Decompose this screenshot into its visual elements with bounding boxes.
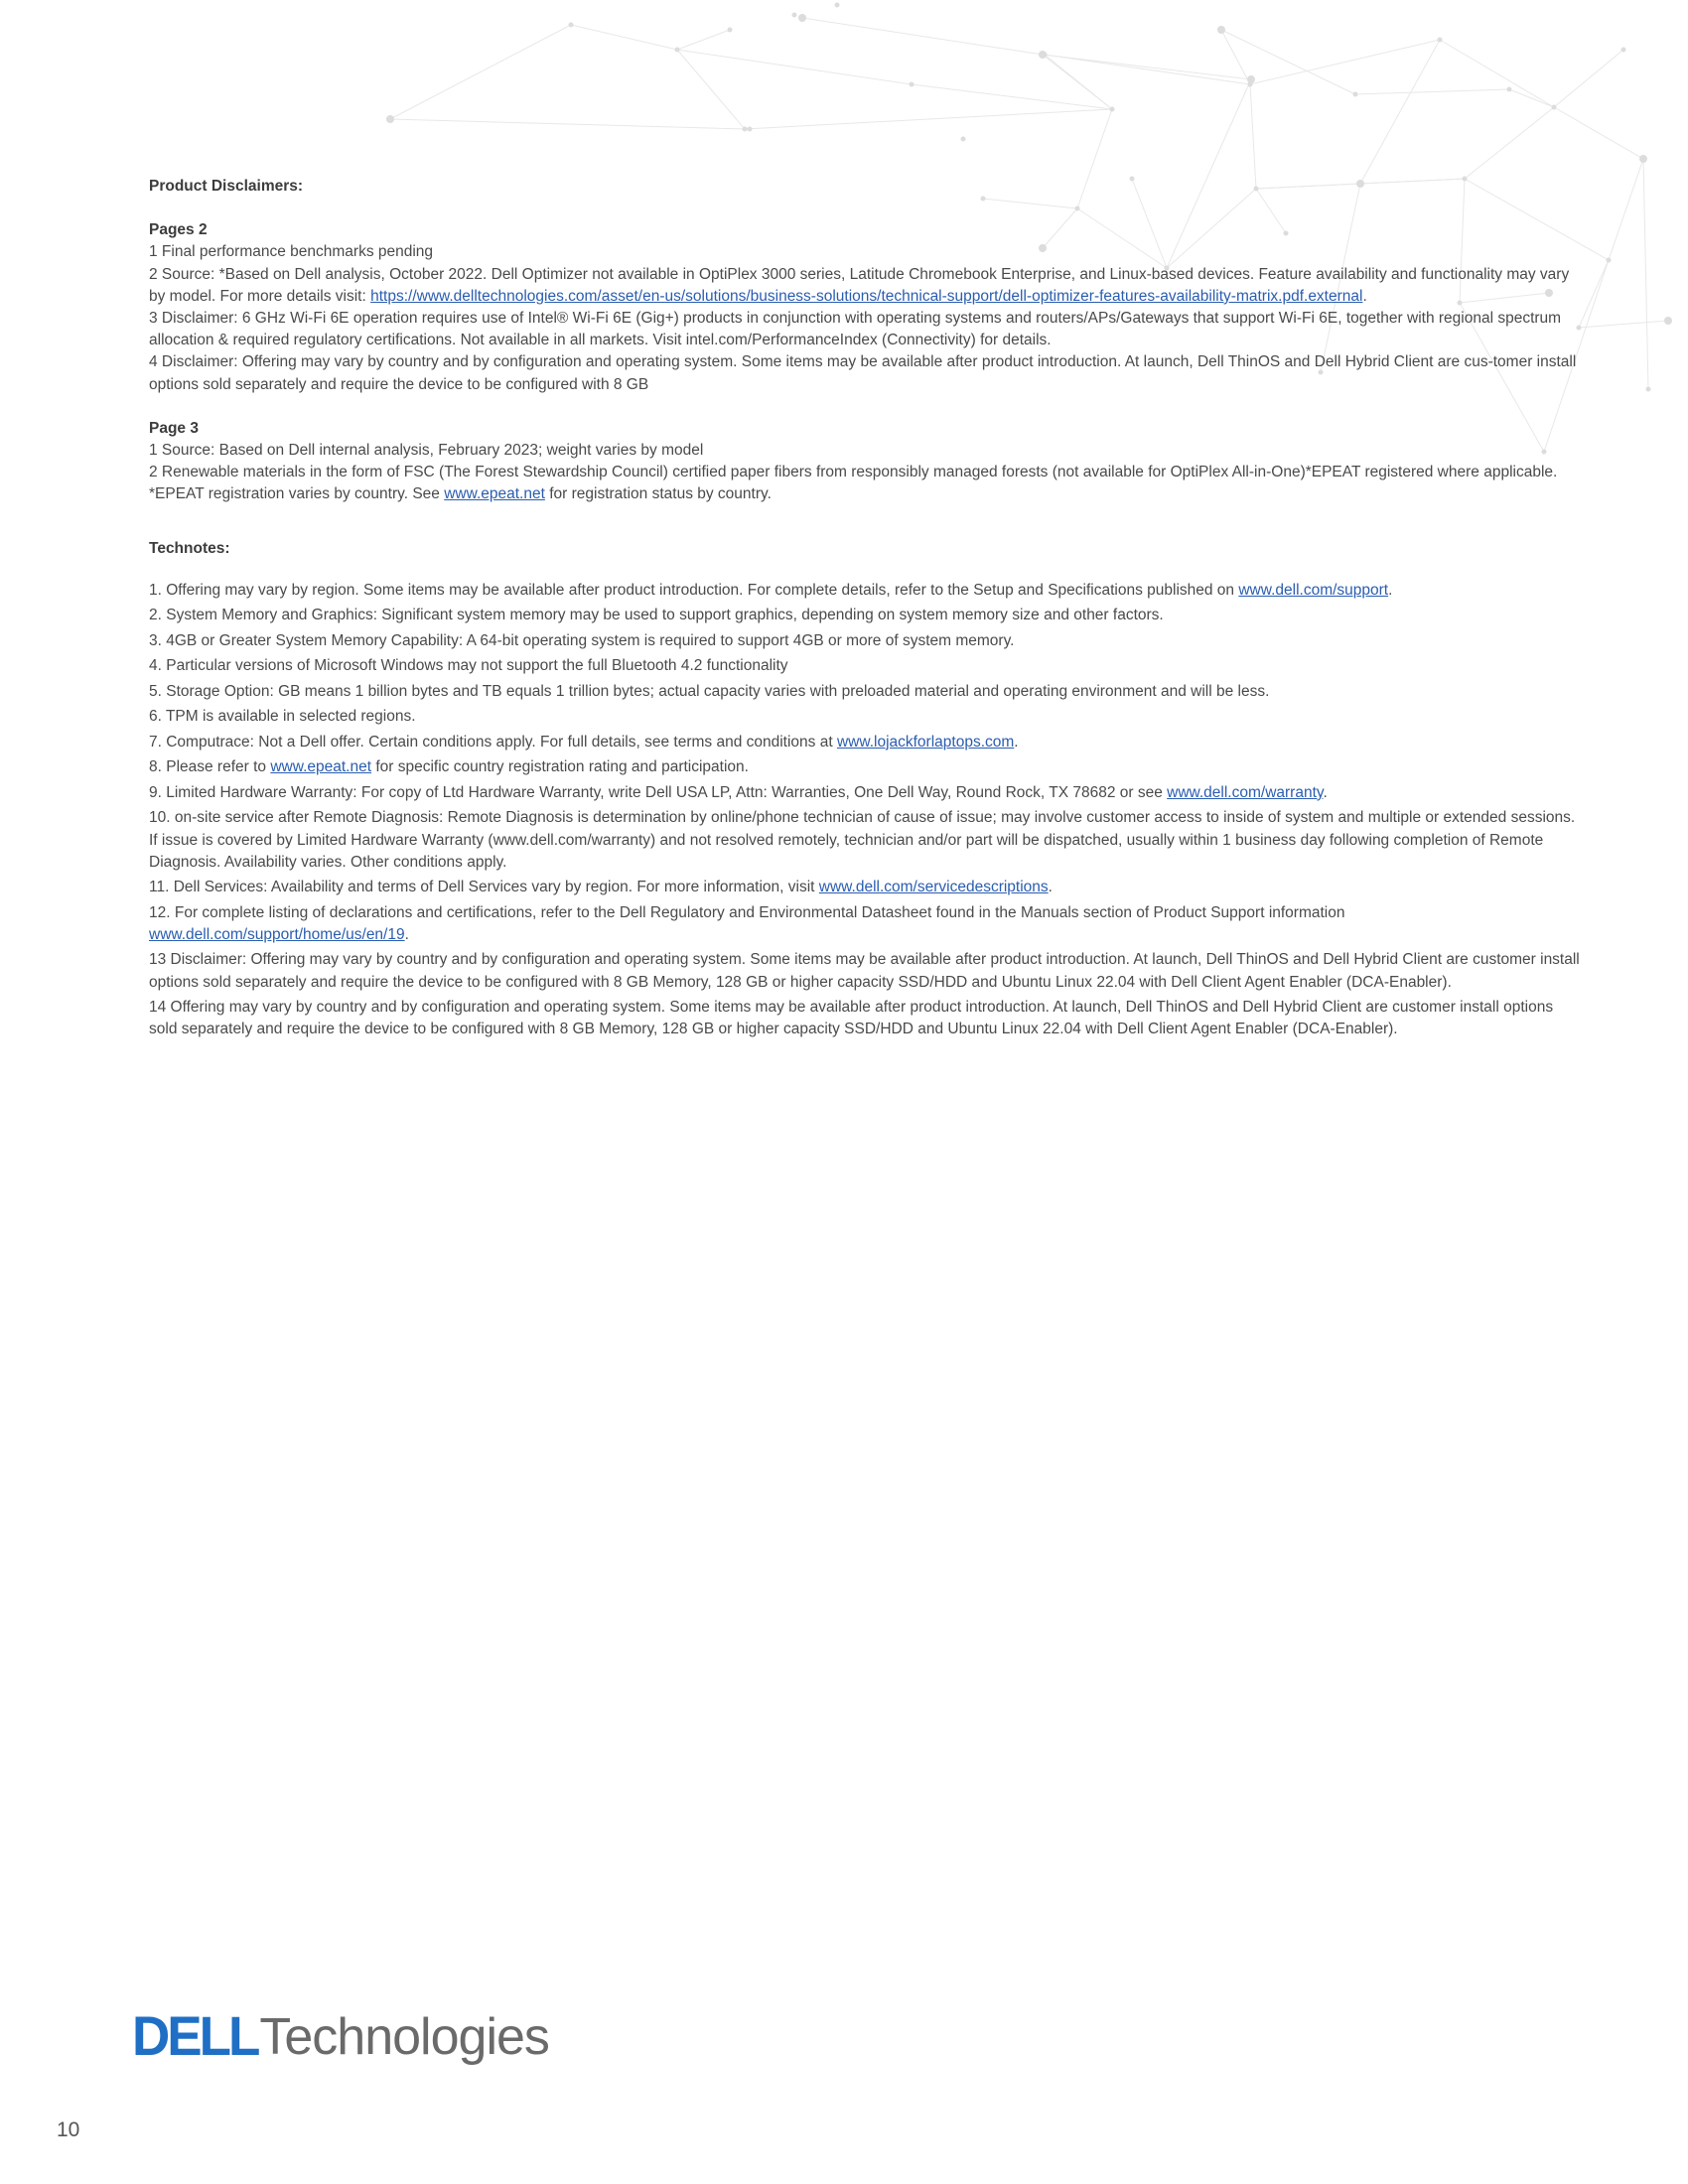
network-dot [728, 28, 733, 33]
note-item [149, 807, 1584, 874]
pages2-notes [149, 241, 1584, 395]
note-item [149, 706, 1584, 728]
note-text: 2 Renewable materials in the form of FSC (The Forest Stewardship Council) certified paper fibers from responsibly managed forests (not available for OptiPlex All-in-One)*EPEAT registered where applicable. *EPEAT registration varies by country. See [149, 464, 1558, 503]
network-line [571, 25, 677, 50]
network-dot [910, 82, 914, 87]
note-text: 8. Please refer to [149, 758, 271, 776]
page3-notes [149, 440, 1584, 506]
note-text-after: . [1362, 287, 1367, 305]
note-text-after: . [1048, 879, 1053, 896]
note-text: 13 Disclaimer: Offering may vary by country and by configuration and operating system. Some items may be available after product introduction. At launch, Dell ThinOS and Dell Hybrid Client are customer install options sold separately and require the device to be configured with 8 GB Memory, 128 GB or higher capacity SSD/HDD and Ubuntu Linux 22.04 with Dell Client Agent Enabler (DCA-Enabler). [149, 951, 1580, 991]
network-line [802, 18, 1043, 55]
note-text: 2. System Memory and Graphics: Significant system memory may be used to support graphics, depending on system memory size and other factors. [149, 607, 1164, 624]
note-text-after: . [1388, 581, 1393, 599]
note-text: 7. Computrace: Not a Dell offer. Certain conditions apply. For full details, see terms and conditions at [149, 733, 837, 751]
note-link[interactable]: www.dell.com/warranty [1167, 783, 1324, 801]
network-dot [1639, 155, 1647, 163]
network-dot [1353, 92, 1358, 97]
network-line [1355, 89, 1509, 94]
network-dot [961, 137, 966, 142]
network-line [1360, 40, 1440, 184]
note-link[interactable]: https://www.delltechnologies.com/asset/en-us/solutions/business-solutions/technical-support/dell-optimizer-features-availability-matrix.pdf.external [370, 287, 1363, 305]
note-item [149, 902, 1584, 946]
note-text: 14 Offering may vary by country and by configuration and operating system. Some items may be available after product introduction. At launch, Dell ThinOS and Dell Hybrid Client are customer install options sold separately and require the device to be configured with 8 GB Memory, 128 GB or higher capacity SSD/HDD and Ubuntu Linux 22.04 with Dell Client Agent Enabler (DCA-Enabler). [149, 999, 1554, 1038]
network-dot [1043, 53, 1048, 58]
network-line [912, 84, 1112, 109]
network-dot [1621, 48, 1626, 53]
note-text-after: for registration status by country. [544, 485, 772, 503]
note-text: 3. 4GB or Greater System Memory Capability: A 64-bit operating system is required to support 4GB or more of system memory. [149, 631, 1015, 649]
note-link[interactable]: www.dell.com/support [1238, 581, 1389, 599]
note-text: 10. on-site service after Remote Diagnosis: Remote Diagnosis is determination by online/phone technician of cause of issue; may involve customer access to inside of system and multiple or extended sessions. If issue is covered by Limited Hardware Warranty (www.dell.com/warranty) and not resolved remotely, technician and/or part will be dispatched, usually within 1 business day following completion of Remote Diagnosis. Availability varies. Other conditions apply. [149, 809, 1576, 871]
network-line [677, 50, 745, 129]
network-line [1250, 40, 1440, 84]
note-item [149, 462, 1584, 505]
document-body [149, 176, 1584, 1044]
network-dot [1664, 317, 1672, 325]
network-dot [1646, 387, 1651, 392]
network-line [390, 25, 571, 119]
note-text-after: . [1014, 733, 1019, 751]
note-text: 1 Source: Based on Dell internal analysis, February 2023; weight varies by model [149, 442, 704, 460]
note-item [149, 580, 1584, 602]
note-text: 4 Disclaimer: Offering may vary by country and by configuration and operating system. Some items may be available after product introduction. At launch, Dell ThinOS and Dell Hybrid Client are cus-tomer install options sold separately and require the device to be configured with 8 GB [149, 353, 1577, 393]
note-item [149, 351, 1584, 395]
note-text: 6. TPM is available in selected regions. [149, 708, 416, 726]
note-item [149, 605, 1584, 626]
note-text: 9. Limited Hardware Warranty: For copy of Ltd Hardware Warranty, write Dell USA LP, Attn: Warranties, One Dell Way, Round Rock, TX 78682 or see [149, 783, 1168, 801]
note-link[interactable]: www.epeat.net [270, 758, 372, 776]
technotes-list [149, 580, 1584, 1041]
note-item [149, 655, 1584, 677]
note-item [149, 997, 1584, 1040]
network-dot [1438, 38, 1443, 43]
note-link[interactable]: www.dell.com/servicedescriptions [818, 879, 1049, 896]
network-dot [743, 127, 748, 132]
network-dot [835, 3, 840, 8]
network-line [677, 30, 730, 50]
note-item [149, 630, 1584, 652]
network-line [1554, 107, 1643, 159]
network-line [1643, 159, 1648, 389]
dell-technologies-logo [132, 2005, 549, 2068]
network-line [1509, 89, 1554, 107]
note-text: 2 Source: *Based on Dell analysis, October 2022. Dell Optimizer not available in OptiPlex 3000 series, Latitude Chromebook Enterprise, and Linux-based devices. Feature availability and functionality may vary by model. For more details visit: [149, 265, 1570, 305]
page-number: 10 [57, 2118, 80, 2141]
network-line [677, 50, 912, 84]
note-item [149, 732, 1584, 753]
note-item [149, 756, 1584, 778]
dell-logo-wordmark: Technologies [259, 2008, 549, 2066]
pages2-heading: Pages 2 [149, 221, 208, 239]
note-text: 1. Offering may vary by region. Some items may be available after product introduction. For complete details, refer to the Setup and Specifications published on [149, 581, 1239, 599]
note-text: 4. Particular versions of Microsoft Windows may not support the full Bluetooth 4.2 functionality [149, 657, 788, 675]
note-text-after: for specific country registration rating and participation. [371, 758, 749, 776]
network-dot [1247, 75, 1255, 83]
dell-logo-mark: DELL [132, 2005, 258, 2068]
note-text: 3 Disclaimer: 6 GHz Wi-Fi 6E operation requires use of Intel® Wi-Fi 6E (Gig+) products in conjunction with operating systems and routers/APs/Gateways that support Wi-Fi 6E, together with regional spectrum allocation & required regulatory certifications. Not available in all markets. Visit intel.com/PerformanceIndex (Connectivity) for details. [149, 310, 1562, 349]
note-item [149, 440, 1584, 462]
network-dot [386, 115, 394, 123]
note-text: 12. For complete listing of declarations and certifications, refer to the Dell Regulatory and Environmental Datasheet found in the Manuals section of Product Support information [149, 903, 1345, 921]
note-item [149, 782, 1584, 804]
note-text-after: . [404, 925, 409, 943]
network-dot [1110, 107, 1115, 112]
note-link[interactable]: www.epeat.net [444, 485, 545, 503]
technotes-heading: Technotes: [149, 539, 230, 557]
network-dot [1552, 105, 1557, 110]
note-link[interactable]: www.dell.com/support/home/us/en/19 [149, 925, 405, 943]
network-dot [1607, 258, 1612, 263]
page3-heading: Page 3 [149, 419, 199, 437]
note-item [149, 949, 1584, 993]
product-disclaimers-heading: Product Disclaimers: [149, 178, 304, 195]
note-item [149, 681, 1584, 703]
network-line [1465, 107, 1554, 179]
network-dot [748, 127, 753, 132]
network-dot [1507, 87, 1512, 92]
network-dot [675, 48, 680, 53]
note-link[interactable]: www.lojackforlaptops.com [836, 733, 1015, 751]
network-line [1221, 30, 1355, 94]
network-dot [792, 13, 797, 18]
network-line [1250, 84, 1256, 189]
note-item [149, 241, 1584, 263]
network-line [1579, 321, 1668, 328]
note-item [149, 308, 1584, 351]
note-text-after: . [1323, 783, 1328, 801]
note-text: 1 Final performance benchmarks pending [149, 243, 434, 261]
network-line [1554, 50, 1623, 107]
note-item [149, 264, 1584, 308]
network-line [745, 109, 1112, 129]
network-dot [569, 23, 574, 28]
note-text: 5. Storage Option: GB means 1 billion bytes and TB equals 1 trillion bytes; actual capacity varies with preloaded material and operating environment and will be less. [149, 682, 1270, 700]
network-line [1609, 159, 1643, 260]
network-line [1043, 55, 1251, 79]
network-dot [1217, 26, 1225, 34]
network-line [390, 119, 745, 129]
network-line [1440, 40, 1554, 107]
network-dot [798, 14, 806, 22]
note-item [149, 877, 1584, 898]
note-text: 11. Dell Services: Availability and terms of Dell Services vary by region. For more information, visit [149, 879, 819, 896]
